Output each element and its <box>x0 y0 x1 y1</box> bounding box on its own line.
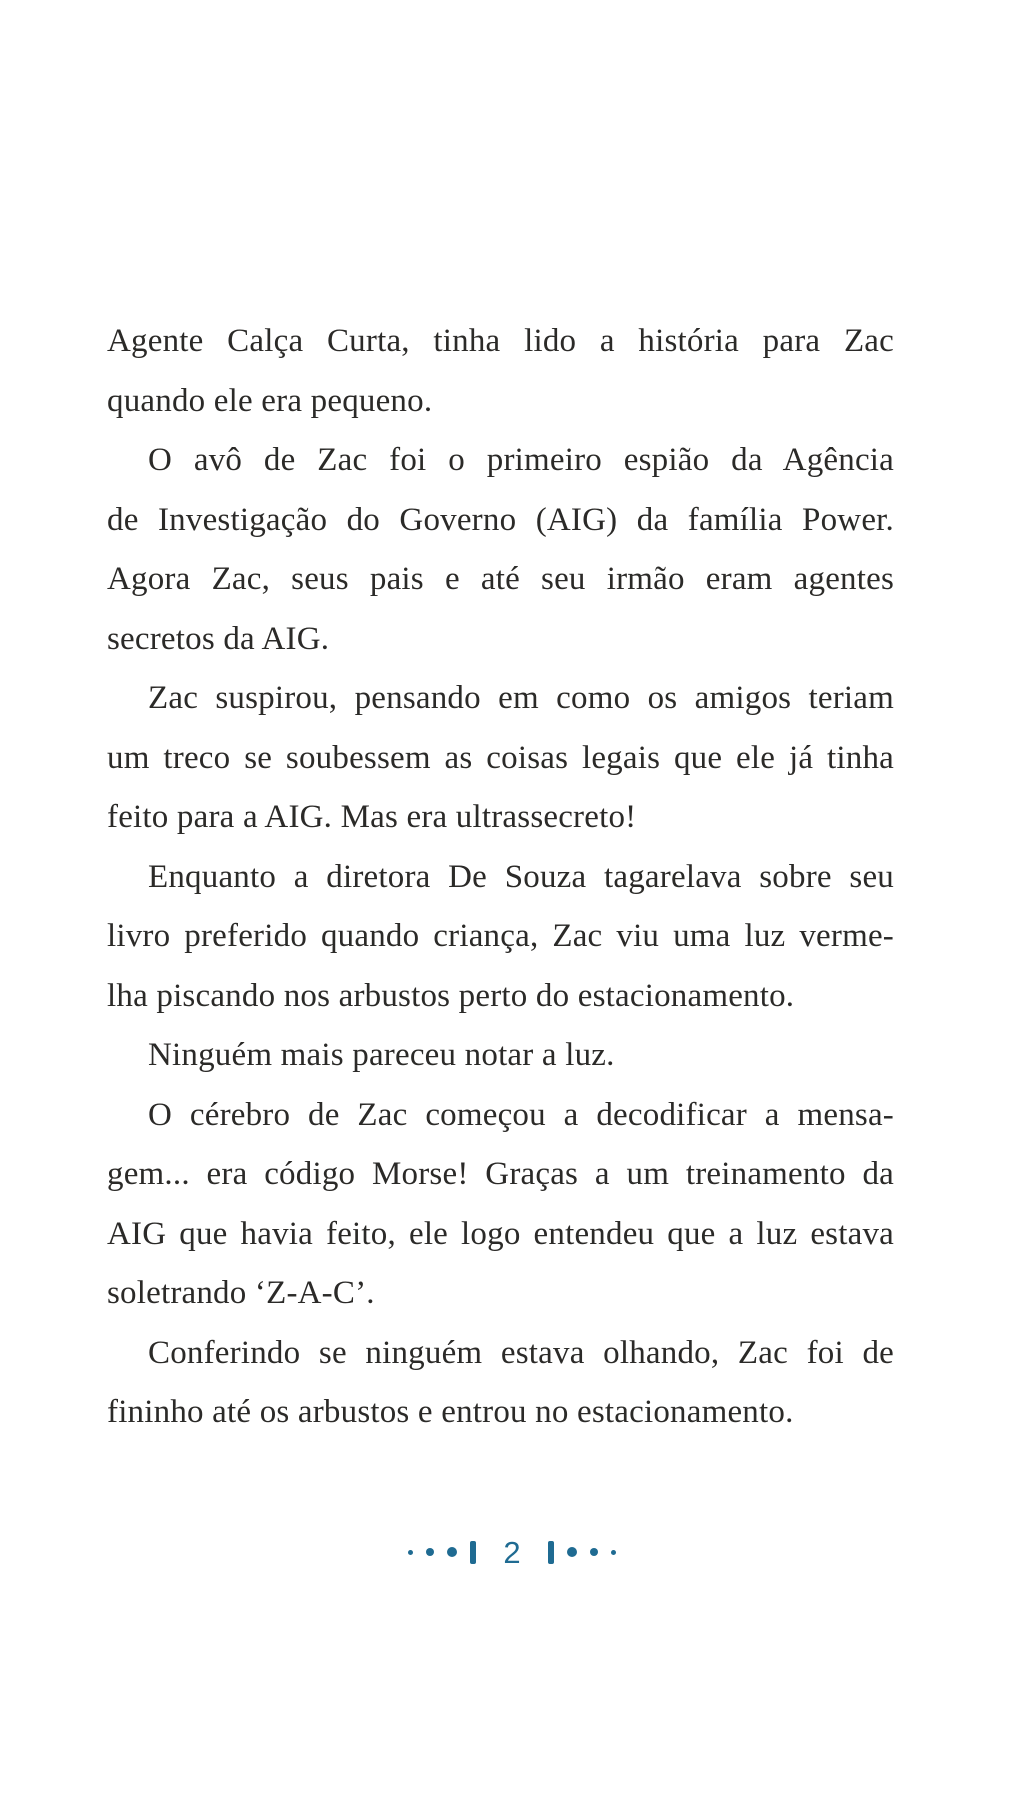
text-line: de Investigação do Governo (AIG) da família Power. <box>107 501 894 538</box>
morse-dot-icon <box>426 1548 434 1556</box>
text-line: lha piscando nos arbustos perto do estacionamento. <box>107 977 795 1014</box>
text-line: Enquanto a diretora De Souza tagarelava sobre seu <box>148 858 894 895</box>
text-line: fininho até os arbustos e entrou no estacionamento. <box>107 1394 794 1430</box>
paragraph <box>107 669 894 848</box>
morse-dot-icon <box>567 1547 577 1557</box>
page-footer <box>0 1528 1024 1576</box>
text-line: Conferindo se ninguém estava olhando, Zac foi de <box>148 1334 894 1371</box>
text-line: secretos da AIG. <box>107 620 330 657</box>
paragraph <box>107 431 894 669</box>
text-line: soletrando ‘Z-A-C’. <box>107 1275 375 1311</box>
morse-dot-icon <box>611 1550 616 1555</box>
text-line: livro preferido quando criança, Zac viu uma luz verme- <box>107 918 894 954</box>
paragraph <box>107 1026 894 1086</box>
paragraph <box>107 1324 894 1443</box>
morse-dot-icon <box>447 1547 457 1557</box>
page-number: 2 <box>503 1534 521 1570</box>
page-text <box>107 312 894 1443</box>
text-line: O cérebro de Zac começou a decodificar a mensa- <box>148 1096 894 1133</box>
text-line: Agente Calça Curta, tinha lido a história para Zac <box>107 323 894 359</box>
text-line: Zac suspirou, pensando em como os amigos teriam <box>148 680 894 716</box>
text-line: quando ele era pequeno. <box>107 382 433 419</box>
text-line: Ninguém mais pareceu notar a luz. <box>148 1037 615 1073</box>
text-line: um treco se soubessem as coisas legais que ele já tinha <box>107 739 894 776</box>
text-line: AIG que havia feito, ele logo entendeu que a luz estava <box>107 1215 894 1252</box>
morse-bar-icon <box>548 1541 554 1564</box>
morse-dot-icon <box>590 1548 598 1556</box>
text-line: O avô de Zac foi o primeiro espião da Agência <box>148 442 894 478</box>
morse-dot-icon <box>408 1550 413 1555</box>
paragraph <box>107 312 894 431</box>
paragraph <box>107 848 894 1027</box>
text-line: gem... era código Morse! Graças a um treinamento da <box>107 1156 894 1192</box>
morse-ornament-right <box>548 1541 616 1564</box>
morse-ornament-left <box>408 1541 476 1564</box>
paragraph <box>107 1086 894 1324</box>
morse-bar-icon <box>470 1541 476 1564</box>
text-line: Agora Zac, seus pais e até seu irmão eram agentes <box>107 561 894 597</box>
text-line: feito para a AIG. Mas era ultrassecreto! <box>107 799 637 835</box>
